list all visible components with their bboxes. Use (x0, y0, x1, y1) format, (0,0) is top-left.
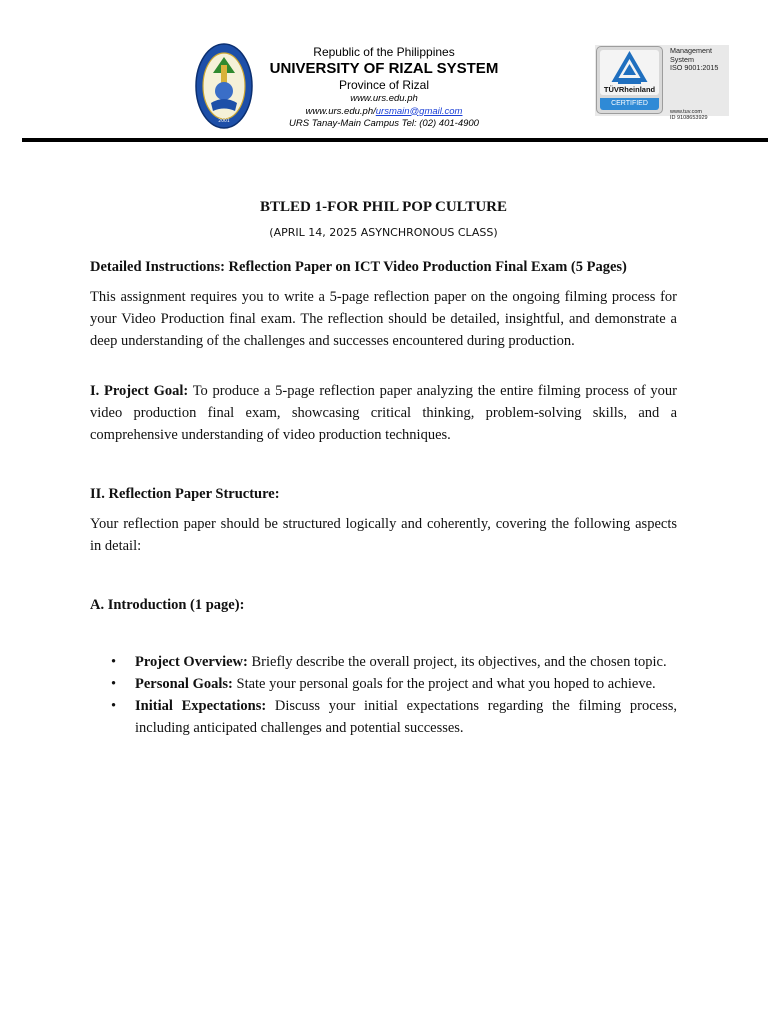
document-subtitle: (APRIL 14, 2025 ASYNCHRONOUS CLASS) (269, 226, 498, 239)
structure-paragraph: Your reflection paper should be structured logically and coherently, covering the following aspects in detail: (90, 516, 677, 554)
cert-line1: Management (670, 46, 712, 55)
website2: www.urs.edu.ph/ (305, 105, 376, 117)
website-line: www.urs.edu.ph (350, 93, 418, 104)
tuv-triangle-icon (600, 50, 659, 86)
bullet-icon: • (111, 654, 117, 670)
university-seal-logo (195, 43, 253, 129)
bullet-text: Briefly describe the overall project, its objectives, and the chosen topic. (247, 654, 667, 670)
project-goal-label: I. Project Goal: (90, 383, 189, 399)
seal-year: 2001 (218, 119, 230, 124)
list-item (90, 673, 677, 695)
province-line: Province of Rizal (338, 78, 430, 92)
bullet-label: Project Overview: (135, 654, 248, 670)
intro-paragraph: This assignment requires you to write a 5-page reflection paper on the ongoing filming process for your Video Production final exam. The reflection should be detailed, insightful, and demonstrate a deep understanding of the challenges and successes encountered during production. (90, 289, 677, 349)
cert-text (670, 47, 728, 122)
tuv-badge (596, 46, 663, 114)
cert-url: www.tuv.com (670, 108, 702, 115)
cert-id: ID 9108653929 (670, 115, 708, 121)
list-item (90, 651, 677, 673)
project-goal-paragraph (90, 380, 677, 446)
project-goal-text: To produce a 5-page reflection paper analyzing the entire filming process of your video production final exam, showcasing critical thinking, problem-solving skills, and a comprehensive understanding of video production techniques. (90, 383, 678, 443)
university-name: UNIVERSITY OF RIZAL SYSTEM (269, 60, 499, 77)
bullet-label: Personal Goals: (135, 676, 233, 692)
certified-label: CERTIFIED (600, 98, 659, 110)
cert-line3: ISO 9001:2015 (670, 63, 719, 72)
section-a-heading: A. Introduction (1 page): (90, 597, 245, 613)
list-item (90, 695, 677, 739)
header-divider (22, 138, 768, 142)
document-body (90, 196, 677, 739)
iso-certification-badge (595, 45, 729, 121)
bullet-label: Initial Expectations: (135, 698, 267, 714)
document-title: BTLED 1-FOR PHIL POP CULTURE (260, 199, 507, 215)
letterhead-text (258, 45, 510, 131)
republic-line: Republic of the Philippines (313, 45, 455, 59)
letterhead (0, 0, 768, 150)
bullet-text: State your personal goals for the project and what you hoped to achieve. (232, 676, 656, 692)
bullet-icon: • (111, 676, 117, 692)
bullet-icon: • (111, 698, 117, 714)
website-email-line (258, 106, 510, 119)
introduction-bullet-list (90, 651, 677, 739)
campus-line: URS Tanay-Main Campus Tel: (02) 401-4900 (289, 118, 479, 129)
email-link[interactable]: ursmain@gmail.com (375, 105, 463, 117)
cert-line2: System (670, 54, 694, 64)
structure-heading: II. Reflection Paper Structure: (90, 486, 280, 502)
instructions-heading: Detailed Instructions: Reflection Paper on ICT Video Production Final Exam (5 Pages) (90, 259, 627, 275)
bullet-text: Discuss your initial expectations regarding the filming process, including anticipated challenges and potential successes. (135, 698, 677, 736)
tuv-brand: TÜVRheinland (603, 85, 656, 94)
